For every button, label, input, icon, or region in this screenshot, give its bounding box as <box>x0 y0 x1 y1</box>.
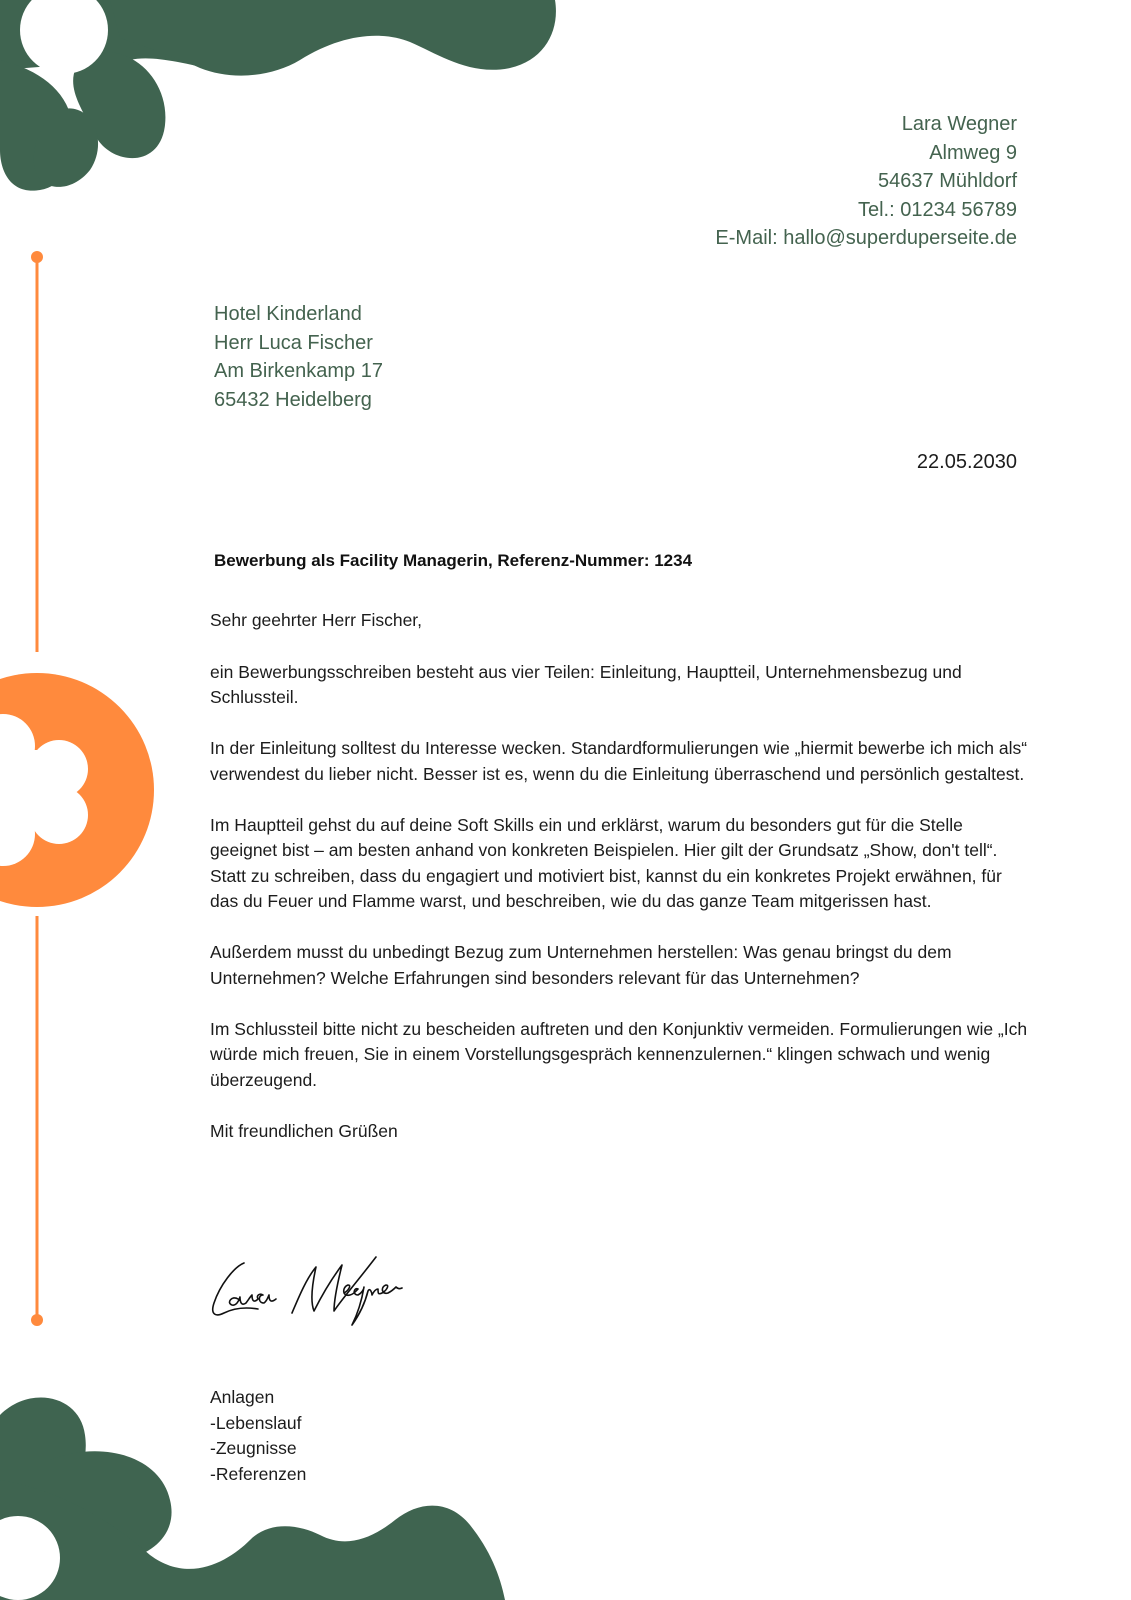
paragraph-introduction: In der Einleitung solltest du Interesse wecken. Standardformulierungen wie „hiermit bewerbe ich mich als“ verwendest du lieber nicht. Besser ist es, wenn du die Einleitung überraschend und persönlich gestaltest. <box>210 738 1028 784</box>
attachment-item-certificates: -Zeugnisse <box>210 1438 297 1458</box>
recipient-city: 65432 Heidelberg <box>214 388 372 411</box>
paragraph-main: Im Hauptteil gehst du auf deine Soft Skills ein und erklärst, warum du besonders gut für die Stelle geeignet bist – am besten anhand von konkreten Beispielen. Hier gilt der Grundsatz „Show, don't tell“. Statt zu schreiben, dass du engagiert und motiviert bist, kannst du ein konkretes Projekt erwähnen, für das du Feuer und Flamme warst, und beschreiben, wie du das ganze Team mitgerissen hast. <box>210 814 1002 911</box>
left-orange-timeline <box>0 240 160 1350</box>
timeline-top-dot <box>31 251 43 263</box>
paragraph-company: Außerdem musst du unbedingt Bezug zum Unternehmen herstellen: Was genau bringst du dem Unternehmen? Welche Erfahrungen sind besonders relevant für das Unternehmen? <box>210 942 952 988</box>
salutation: Sehr geehrter Herr Fischer, <box>210 610 423 630</box>
timeline-bottom-dot <box>31 1314 43 1326</box>
recipient-address <box>214 300 383 414</box>
handwritten-signature <box>206 1255 456 1335</box>
paragraph-intro: ein Bewerbungsschreiben besteht aus vier Teilen: Einleitung, Hauptteil, Unternehmensbezug und Schlussteil. <box>210 661 962 707</box>
attachment-item-cv: -Lebenslauf <box>210 1412 302 1433</box>
attachments-list <box>210 1385 306 1487</box>
letter-body <box>210 608 1030 1170</box>
attachments-heading: Anlagen <box>210 1387 275 1407</box>
sender-email: E-Mail: hallo@superduperseite.de <box>715 227 1017 249</box>
letter-date: 22.05.2030 <box>916 451 1017 473</box>
recipient-company: Hotel Kinderland <box>214 303 362 325</box>
paragraph-closing: Im Schlussteil bitte nicht zu bescheiden auftreten und den Konjunktiv vermeiden. Formulierungen wie „Ich würde mich freuen, Sie in einem Vorstellungsgespräch kennenzulernen.“ klingen schwach und wenig überzeugend. <box>210 1018 1028 1090</box>
top-left-leaf-decoration <box>0 0 560 200</box>
sender-phone: Tel.: 01234 56789 <box>857 198 1017 221</box>
letter-subject: Bewerbung als Facility Managerin, Referenz-Nummer: 1234 <box>214 551 693 570</box>
sender-address <box>715 110 1017 253</box>
sender-city: 54637 Mühldorf <box>878 170 1017 192</box>
closing-phrase: Mit freundlichen Grüßen <box>210 1120 398 1141</box>
recipient-contact: Herr Luca Fischer <box>214 331 373 354</box>
recipient-street: Am Birkenkamp 17 <box>214 360 383 382</box>
attachment-item-references: -Referenzen <box>210 1463 307 1484</box>
sender-street: Almweg 9 <box>929 141 1017 164</box>
sender-name: Lara Wegner <box>901 113 1017 135</box>
